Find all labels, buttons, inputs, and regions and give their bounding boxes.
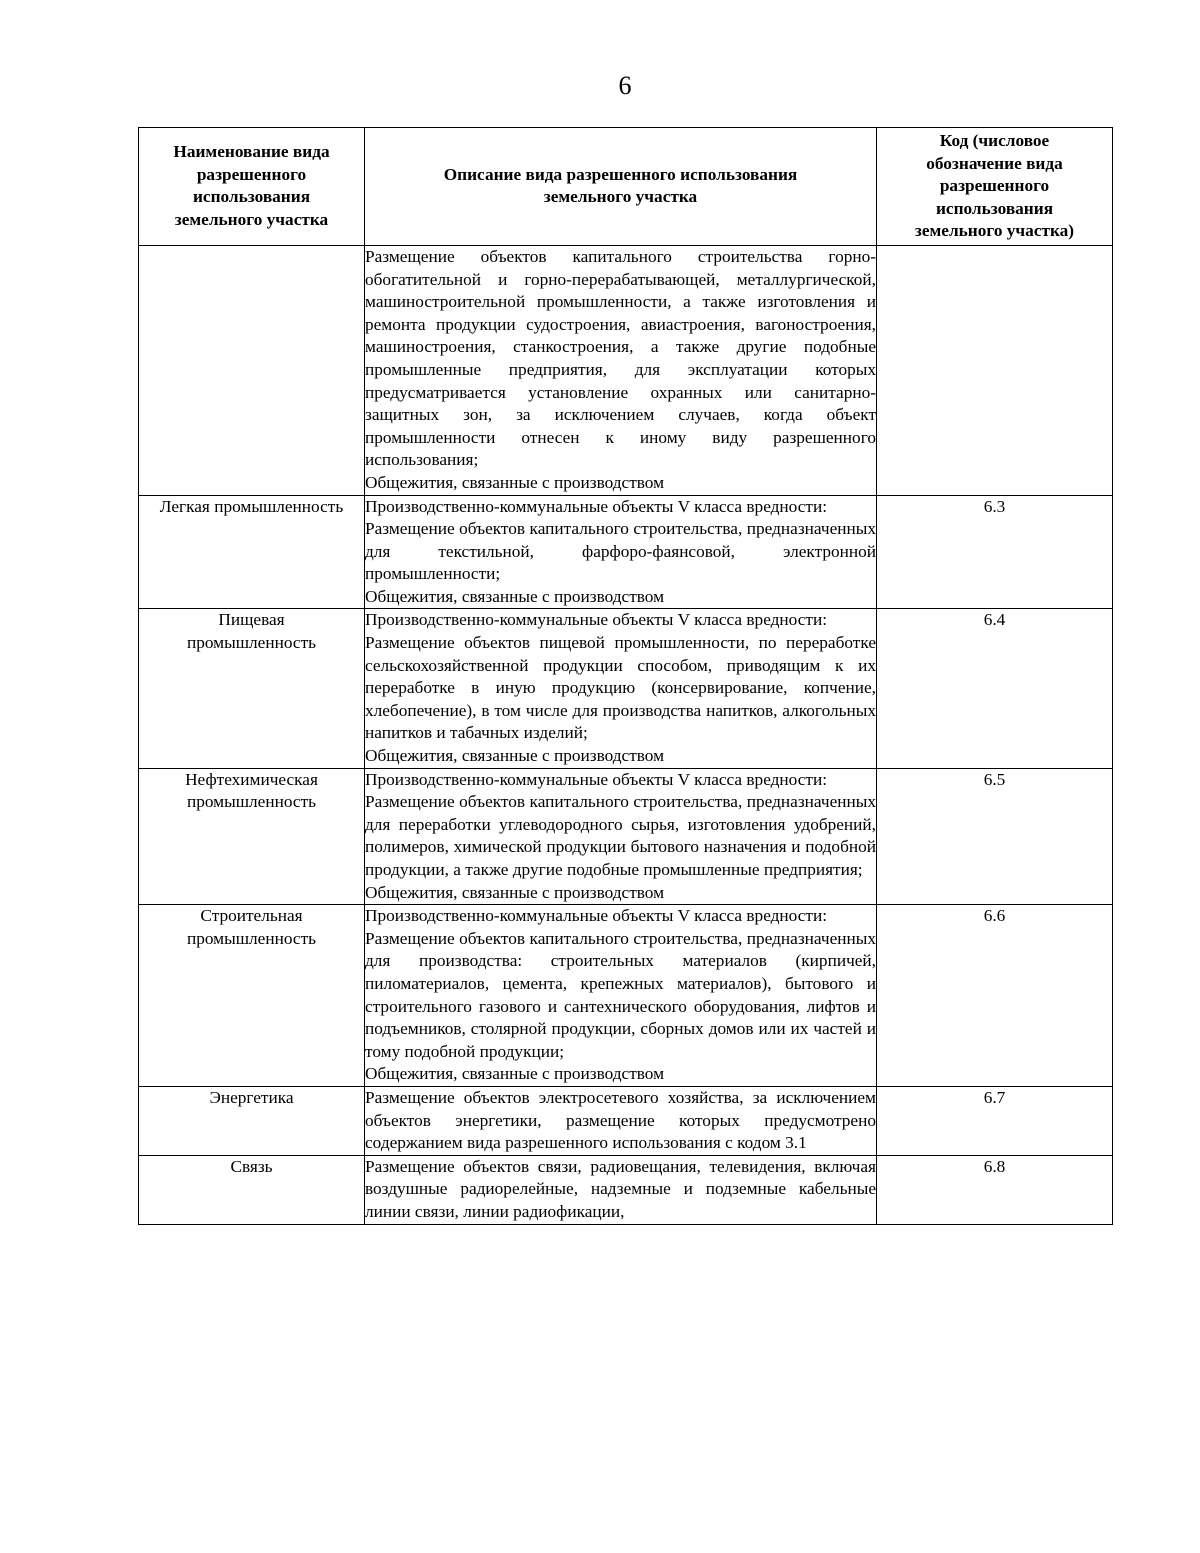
header-name: Наименование вида разрешенного использования земельного участка: [139, 128, 365, 246]
description-paragraph: Производственно-коммунальные объекты V класса вредности:: [365, 610, 828, 630]
description-paragraph: Размещение объектов пищевой промышленности, по переработке сельскохозяйственной продукции способом, приводящим к их переработке в иную продукцию (консервирование, копчение, хлебопечение), в том числе для производства напитков, алкогольных напитков и табачных изделий;: [365, 633, 876, 743]
table-row: [139, 495, 1113, 609]
description-paragraph: Общежития, связанные с производством: [365, 1064, 665, 1084]
row-code: 6.3: [877, 495, 1113, 609]
table-body: [139, 245, 1113, 1224]
row-name: Энергетика: [139, 1086, 365, 1155]
page-number: 6: [618, 71, 632, 100]
row-name: Связь: [139, 1155, 365, 1224]
description-paragraph: Размещение объектов связи, радиовещания, телевидения, включая воздушные радиорелейные, надземные и подземные кабельные линии связи, линии радиофикации,: [365, 1156, 876, 1221]
description-paragraph: Размещение объектов электросетевого хозяйства, за исключением объектов энергетики, размещение которых предусмотрено содержанием вида разрешенного использования с кодом 3.1: [365, 1087, 876, 1153]
row-description: [365, 905, 877, 1087]
description-paragraph: Общежития, связанные с производством: [365, 472, 665, 492]
row-code: 6.5: [877, 768, 1113, 905]
row-code: 6.8: [877, 1155, 1113, 1224]
row-name: [139, 245, 365, 495]
table-row: [139, 1155, 1113, 1224]
row-description: [365, 609, 877, 768]
row-description: [365, 1155, 877, 1224]
table-row: [139, 1086, 1113, 1155]
row-code: 6.7: [877, 1086, 1113, 1155]
row-description: [365, 495, 877, 609]
row-code: [877, 245, 1113, 495]
table-row: [139, 905, 1113, 1087]
description-paragraph: Размещение объектов капитального строительства, предназначенных для производства: строительных материалов (кирпичей, пиломатериалов, цемента, крепежных материалов), бытового и строительного газового и сантехнического оборудования, лифтов и подъемников, столярной продукции, сборных домов или их частей и тому подобной продукции;: [365, 928, 876, 1061]
row-description: [365, 1086, 877, 1155]
row-description: [365, 768, 877, 905]
row-description: [365, 245, 877, 495]
header-description: Описание вида разрешенного использования земельного участка: [365, 128, 877, 246]
table-row: [139, 768, 1113, 905]
description-paragraph: Размещение объектов капитального строительства горно-обогатительной и горно-перерабатывающей, металлургической, машиностроительной промышленности, а также изготовления и ремонта продукции судостроения, авиастроения, вагоностроения, машиностроения, станкостроения, а также другие подобные промышленные предприятия, для эксплуатации которых предусматривается установление охранных или санитарно-защитных зон, за исключением случаев, когда объект промышленности отнесен к иному виду разрешенного использования;: [365, 246, 876, 470]
table-row: [139, 245, 1113, 495]
land-use-table: [138, 127, 1113, 1225]
description-paragraph: Производственно-коммунальные объекты V класса вредности:: [365, 769, 828, 789]
row-name: Строительная промышленность: [139, 905, 365, 1087]
row-code: 6.6: [877, 905, 1113, 1087]
row-name: Пищевая промышленность: [139, 609, 365, 768]
description-paragraph: Размещение объектов капитального строительства, предназначенных для переработки углеводородного сырья, изготовления удобрений, полимеров, химической продукции бытового назначения и подобной продукции, а также другие подобные промышленные предприятия;: [365, 792, 876, 879]
description-paragraph: Производственно-коммунальные объекты V класса вредности:: [365, 496, 828, 516]
description-paragraph: Производственно-коммунальные объекты V класса вредности:: [365, 906, 828, 926]
row-name: Легкая промышленность: [139, 495, 365, 609]
description-paragraph: Размещение объектов капитального строительства, предназначенных для текстильной, фарфоро-фаянсовой, электронной промышленности;: [365, 519, 876, 584]
row-code: 6.4: [877, 609, 1113, 768]
header-code: Код (числовое обозначение вида разрешенного использования земельного участка): [877, 128, 1113, 246]
row-name: Нефтехимическая промышленность: [139, 768, 365, 905]
description-paragraph: Общежития, связанные с производством: [365, 746, 665, 766]
table-row: [139, 609, 1113, 768]
description-paragraph: Общежития, связанные с производством: [365, 586, 665, 606]
description-paragraph: Общежития, связанные с производством: [365, 882, 665, 902]
table-header-row: [139, 128, 1113, 246]
